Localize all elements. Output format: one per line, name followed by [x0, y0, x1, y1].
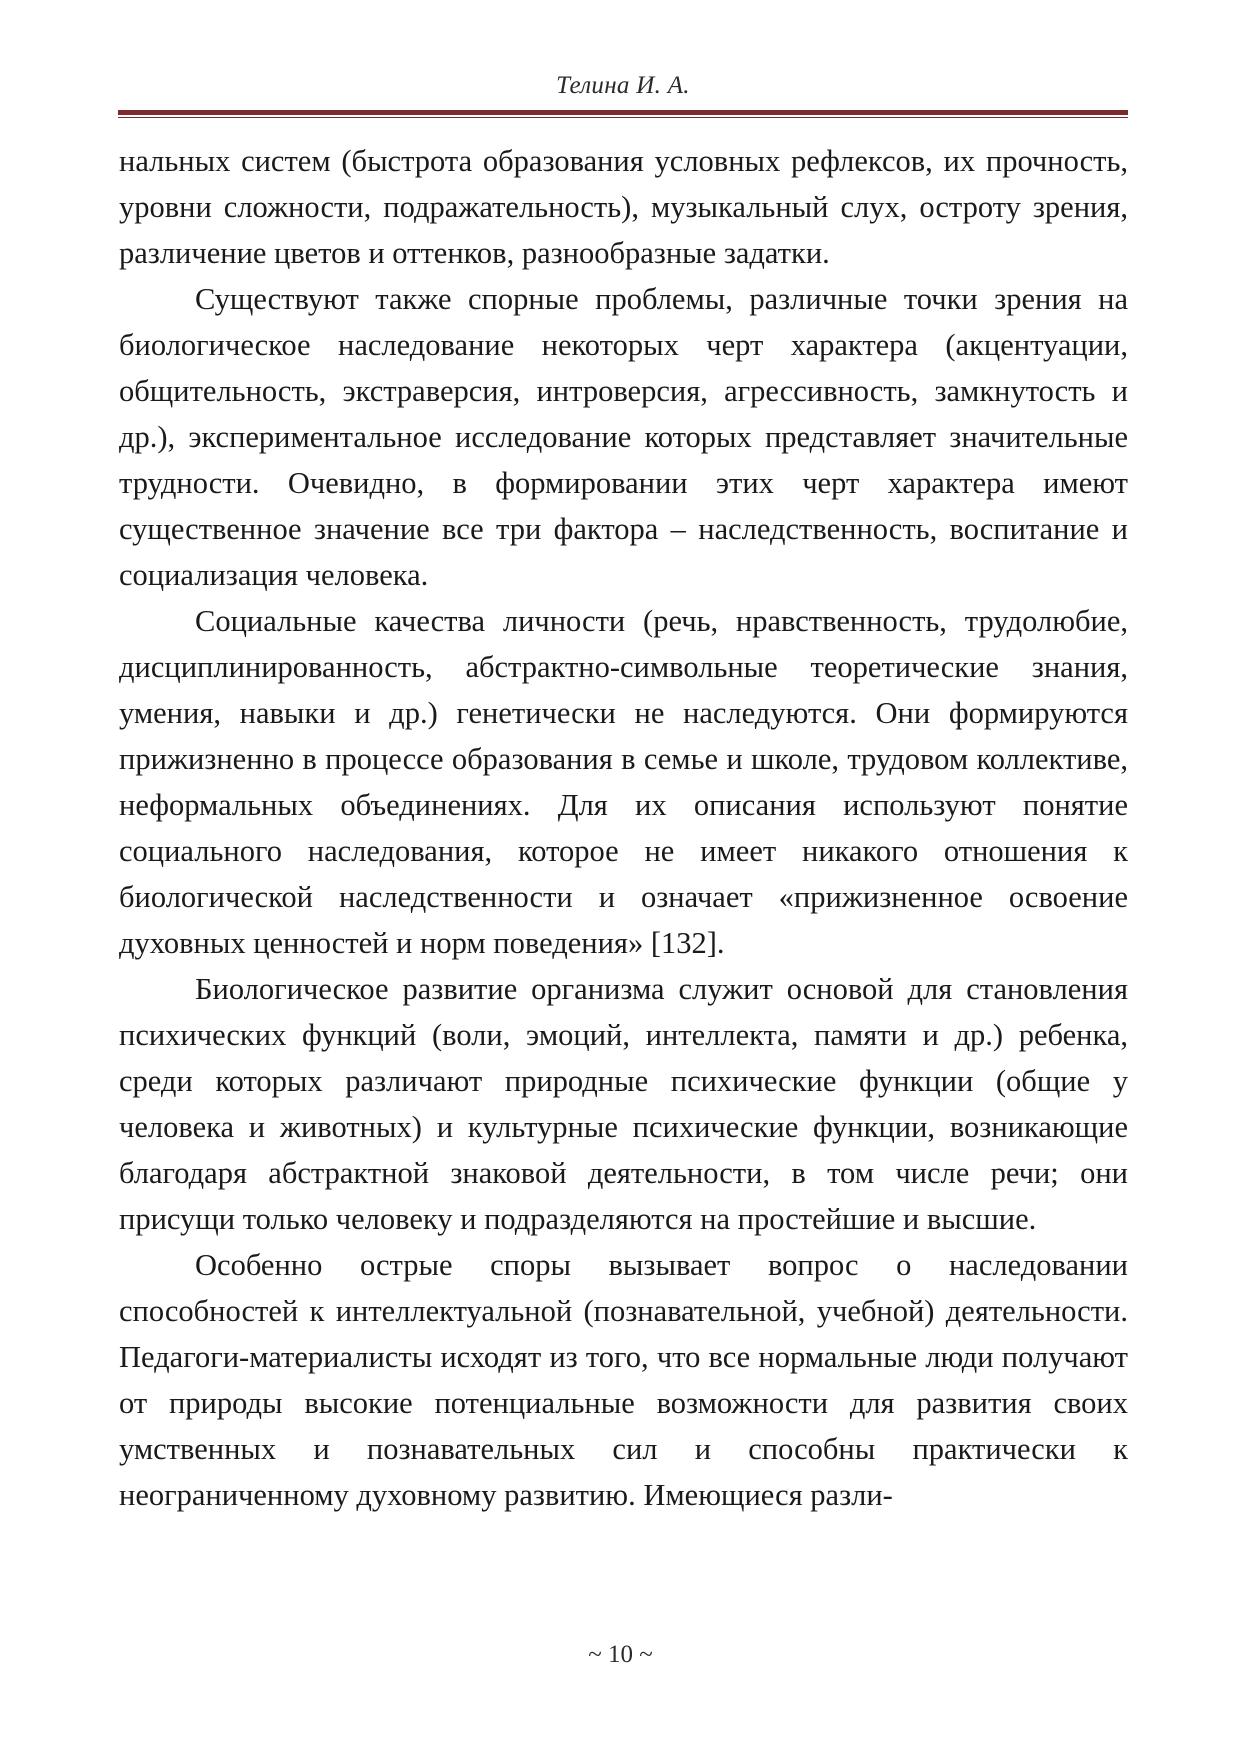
page-number: ~ 10 ~ [588, 1641, 653, 1668]
body-text [119, 138, 1128, 1518]
header-rule [118, 110, 1128, 115]
paragraph-4: Биологическое развитие организма служит основой для становления психических функций (воли, эмоций, интеллекта, памяти и др.) ребенка, среди которых различают природные психические функции (общие у человека и животных) и культурные психические функции, возникающие благодаря абстрактной знаковой деятельности, в том числе речи; они присущи только человеку и подразделяются на простейшие и высшие. [119, 972, 1128, 1236]
paragraph-1: нальных систем (быстрота образования условных рефлексов, их прочность, уровни сложности, подражательность), музыкальный слух, остроту зрения, различение цветов и оттенков, разнообразные задатки. [119, 144, 1128, 270]
paragraph-3: Социальные качества личности (речь, нравственность, трудолюбие, дисциплинированность, абстрактно-символьные теоретические знания, умения, навыки и др.) генетически не наследуются. Они формируются прижизненно в процессе образования в семье и школе, трудовом коллективе, неформальных объединениях. Для их описания используют понятие социального наследования, которое не имеет никакого отношения к биологической наследственности и означает «прижизненное освоение духовных ценностей и норм поведения» [132]. [119, 604, 1128, 960]
running-header: Телина И. А. [556, 72, 690, 99]
paragraph-5: Особенно острые споры вызывает вопрос о наследовании способностей к интеллектуальной (познавательной, учебной) деятельности. Педагоги-материалисты исходят из того, что все нормальные люди получают от природы высокие потенциальные возможности для развития своих умственных и познавательных сил и способны практически к неограниченному духовному развитию. Имеющиеся разли- [119, 1248, 1128, 1512]
paragraph-2: Существуют также спорные проблемы, различные точки зрения на биологическое наследование некоторых черт характера (акцентуации, общительность, экстраверсия, интроверсия, агрессивность, замкнутость и др.), экспериментальное исследование которых представляет значительные трудности. Очевидно, в формировании этих черт характера имеют существенное значение все три фактора – наследственность, воспитание и социализация человека. [119, 282, 1128, 592]
header-rule-thin [118, 117, 1128, 118]
